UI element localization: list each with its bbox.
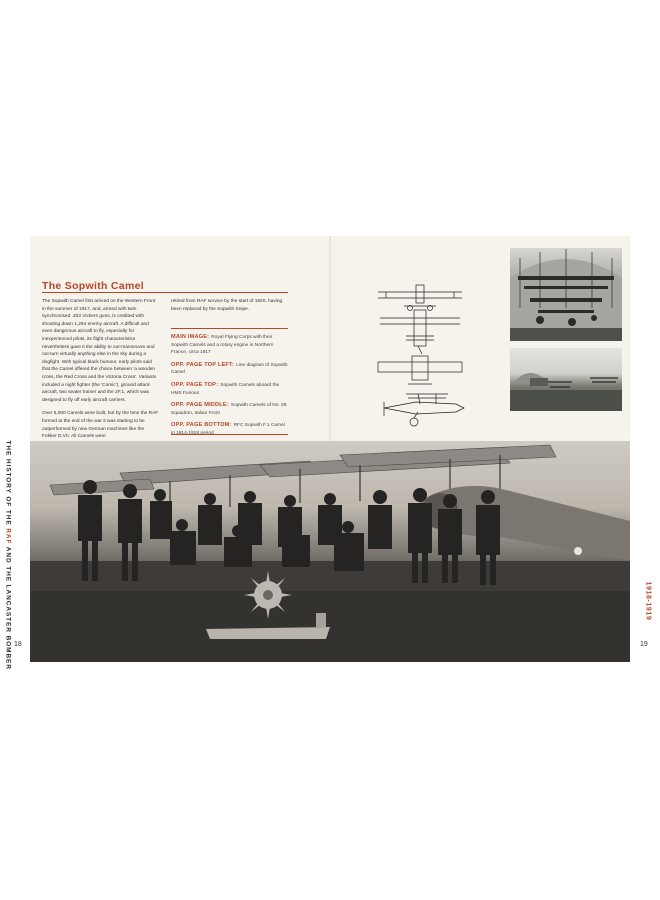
body-paragraph: Over 5,000 Camels were built, but by the time the RAF formed at the end of the war it was starting to be outperformed by new German machines like the Fokker D.VII. All Camels were (42, 411, 159, 440)
caption-top: OPP. PAGE TOP: Sopwith Camels aboard the HMS Furious (171, 381, 280, 396)
body-column-1 (42, 298, 160, 447)
body-paragraph: retired from RAF service by the start of 1920, having been replaced by the Sopwith Snipe. (171, 299, 283, 312)
running-head-right: 1918-1919 (644, 581, 652, 621)
caption-rule (171, 328, 288, 329)
running-head-left: THE HISTORY OF THE RAF AND THE LANCASTER BOMBER (4, 440, 12, 670)
book-spread (30, 236, 630, 662)
captions (171, 334, 288, 443)
caption-middle: OPP. PAGE MIDDLE: Sopwith Camels of No. 28 Squadron, Italian Front (171, 402, 287, 416)
body-column-2 (171, 298, 288, 319)
caption-rule-bottom (171, 434, 288, 435)
article-title: The Sopwith Camel (42, 280, 144, 292)
sopwith-camel-line-diagram (376, 276, 504, 434)
caption-main: MAIN IMAGE: Royal Flying Corps with their Sopwith Camels and a rotary engine in Northern France, circa 1917 (171, 334, 274, 356)
photo-hms-furious (510, 248, 622, 341)
photo-no-28-squadron (510, 348, 622, 411)
main-photo-rfc-squadron (30, 441, 630, 662)
page-number-left: 18 (14, 641, 22, 648)
title-rule (42, 292, 288, 293)
body-paragraph: The Sopwith Camel first arrived on the Western Front in the summer of 1917, and, armed with twin synchronised .303 Vickers guns, is credited with shooting down 1,294 enemy aircraft. A difficult and even dangerous aircraft to fly, especially for inexperienced pilots, its flight characteristics nevertheless gave it the ability to out-manoeuvre and out-turn virtually anything else in the sky during a dogfight. With typical black humour, early pilots said that the Camel offered the choice between 'a wooden cross, the Red Cross and the Victoria Cross'. Variants included a night fighter (the 'Comic'), ground attack aircraft, two seater trainer and the 2F.1, which was designed to fly off early aircraft carriers. (42, 299, 157, 403)
caption-bottom: OPP. PAGE BOTTOM: RFC Sopwith F.1 Camel (171, 422, 285, 429)
caption-top-left: OPP. PAGE TOP LEFT: Line diagram of Sopwith Camel (171, 361, 288, 376)
page-number-right: 19 (640, 641, 648, 648)
